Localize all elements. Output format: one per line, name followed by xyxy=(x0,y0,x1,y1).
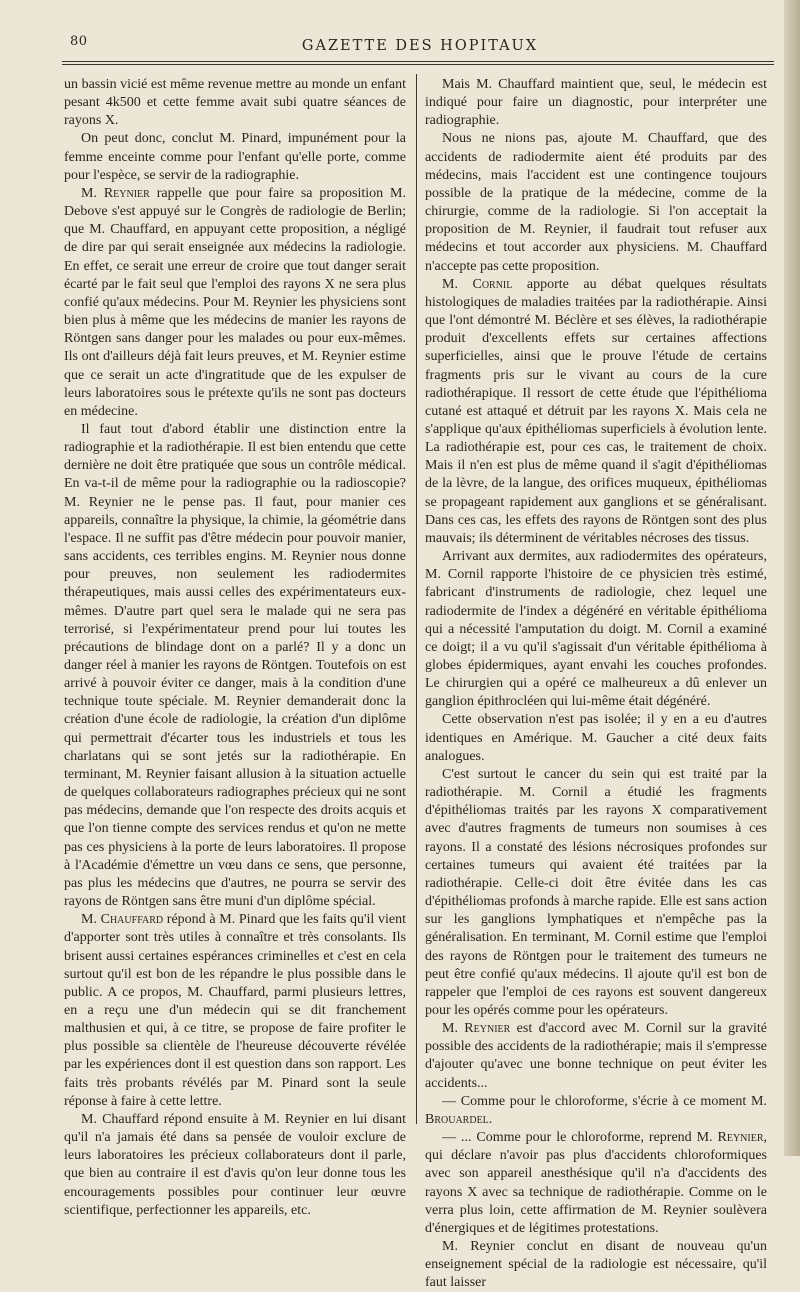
paragraph xyxy=(425,276,767,548)
paragraph-text: , qui déclare n'avoir pas plus d'accidents chloroformiques avec son appareil anesthésique qu'il n'a d'accidents des rayons X avec sa technique de radiothérapie. Comme on le verra plus loin, cette affirmation de M. Reynier soulèvera d'énergiques et de légitimes protestations. xyxy=(425,1130,767,1236)
paragraph: Nous ne nions pas, ajoute M. Chauffard, que des accidents de radiodermite aient été produits par des médecins, mais l'accident est une contingence toujours possible de la pratique de la médecine, comme de la chirurgie, comme de la radiologie. Si l'on acceptait la proposition de M. Reynier, il faudrait tout refuser aux médecins et tout accorder aux physiciens. M. Chauffard n'accepte pas cette proposition. xyxy=(425,131,767,274)
paragraph xyxy=(64,185,406,421)
header-rule-bottom xyxy=(62,64,774,65)
paragraph: un bassin vicié est même revenue mettre au monde un enfant pesant 4k500 et cette femme avait subi quatre séances de rayons X. xyxy=(64,77,406,129)
speaker-name: M. Reynier xyxy=(81,185,150,201)
paragraph-text: — ... Comme pour le chloroforme, reprend xyxy=(442,1130,697,1146)
left-column xyxy=(64,76,406,1218)
running-head: GAZETTE DES HOPITAUX xyxy=(301,38,539,54)
right-column xyxy=(425,76,767,1291)
page-gutter-shadow xyxy=(784,0,800,1156)
paragraph-text: est d'accord avec M. Cornil sur la gravité possible des accidents de la radiothérapie; mais il s'empresse d'ajouter qu'avec une bonne technique on peut éviter les accidents... xyxy=(425,1021,767,1091)
speaker-name: M. Brouardel. xyxy=(425,1093,767,1127)
header-rule-top xyxy=(62,61,774,62)
page-number: 80 xyxy=(70,34,88,49)
paragraph xyxy=(64,911,406,1111)
paragraph-text: répond à M. Pinard que les faits qu'il vient d'apporter sont très utiles à connaître et très consolants. Ils brisent aussi certaines espérances criminelles et c'est en cela surtout qu'il est bon de les répandre le plus possible dans le public. A ce propos, M. Chauffard, parmi plusieurs lettres, en a reçu une d'un médecin qui se dit franchement malthusien et qui, à ce titre, se propose de faire profiter le plus possible sa clientèle de l'heureuse découverte révélée par les expériences dont il est question dans son rapport. Les faits très probants révélés par M. Pinard sont la seule réponse à faire à cette lettre. xyxy=(64,912,406,1109)
paragraph-text: — Comme pour le chloroforme, s'écrie à ce moment xyxy=(442,1093,752,1109)
column-divider xyxy=(416,74,417,1124)
speaker-name: M. Cornil xyxy=(442,276,513,292)
speaker-name: M. Reynier xyxy=(696,1130,764,1146)
paragraph xyxy=(425,1129,767,1238)
paragraph: Mais M. Chauffard maintient que, seul, le médecin est indiqué pour faire un diagnostic, pour interpréter une radiographie. xyxy=(425,77,767,129)
paragraph xyxy=(425,1020,767,1093)
paragraph: On peut donc, conclut M. Pinard, impunément pour la femme enceinte comme pour l'enfant qu'elle porte, comme pour l'espèce, se servir de la radiographie. xyxy=(64,131,406,183)
paragraph: Cette observation n'est pas isolée; il y en a eu d'autres identiques en Amérique. M. Gaucher a cité deux faits analogues. xyxy=(425,712,767,764)
paragraph: M. Reynier conclut en disant de nouveau qu'un enseignement spécial de la radiologie est nécessaire, qu'il faut laisser xyxy=(425,1239,767,1291)
paragraph: M. Chauffard répond ensuite à M. Reynier en lui disant qu'il n'a jamais été dans sa pensée de vouloir exclure de leurs laboratoires les précieux collaborateurs dont il parle, que bien au contraire il est d'avis qu'on leur donne tous les encouragements possibles pour continuer leur œuvre scientifique, perfectionner les appareils, etc. xyxy=(64,1111,406,1218)
paragraph-text: rappelle que pour faire sa proposition M. Debove s'est appuyé sur le Congrès de radiologie de Berlin; que M. Chauffard, en appuyant cette proposition, a négligé de dire par qui serait enseignée aux médecins la radiologie. En effet, ce serait une erreur de croire que tout danger serait écarté par le fait seul que l'emploi des rayons X ne sera plus confié qu'aux médecins. Pour M. Reynier les physiciens sont bien plus à même que les médecins de manier les rayons de Röntgen sans danger pour les malades ou pour eux-mêmes. Ils ont d'ailleurs déjà fait leurs preuves, et M. Reynier estime que ce serait un acte d'ingratitude que de les expulser de leurs laboratoires sous le prétexte qu'ils ne sont pas docteurs en médecine. xyxy=(64,185,406,419)
paragraph: Arrivant aux dermites, aux radiodermites des opérateurs, M. Cornil rapporte l'histoire de ce physicien très estimé, fabricant d'instruments de radiologie, chez lequel une radiodermite de l'index a dégénéré en véritable épithélioma qui a nécessité l'amputation du doigt. M. Cornil a examiné ce doigt; il a vu qu'il s'agissait d'un véritable épithélioma à globes épidermiques, ayant envahi les couches profondes. Le chirurgien qui a opéré ce malheureux a dû enlever un ganglion épithrocléen qui lui-même était dégénéré. xyxy=(425,549,767,710)
paragraph xyxy=(425,1093,767,1129)
paragraph: C'est surtout le cancer du sein qui est traité par la radiothérapie. M. Cornil a étudié les fragments d'épithéliomas traités par les rayons X comparativement avec d'autres fragments de tumeurs non soumises à ces rayons. Il a constaté des lésions nécrosiques profondes sur certaines tumeurs qui avaient été traitées par la radiothérapie. Celle-ci doit être évitée dans les cas d'épithéliomas profonds à marche rapide. Elle est sans action sur les ganglions lymphatiques et n'empêche pas la généralisation. En terminant, M. Cornil estime que l'emploi des rayons de Röntgen pour le traitement des tumeurs ne peut être confié qu'aux médecins. Il ajoute qu'il est bon de rappeler que l'emploi de ces rayons est souvent dangereux pour les opérés comme pour les opérateurs. xyxy=(425,766,767,1018)
paragraph-text: apporte au débat quelques résultats histologiques de maladies traitées par la radiothérapie. Ainsi que l'ont démontré M. Béclère et ses élèves, la radiothérapie produit d'excellents effets sur certaines affections superficielles, ainsi que le prouve l'étude de certains fragments pris sur le vivant au cours de la cure radiothérapique. Il ressort de cette étude que l'épithélioma cutané est attaqué et détruit par les rayons X. Mais cela ne s'applique qu'aux épithéliomas superficiels à évolution lente. La radiothérapie est, pour ces cas, le traitement de choix. Mais il n'en est plus de même quand il s'agit d'épithéliomas de la lèvre, de la langue, des orifices muqueux, épithéliomas se propageant rapidement aux ganglions et se généralisant. Dans ces cas, les effets des rayons de Röntgen sont des plus mauvais; ils déterminent de véritables nécroses des tissus. xyxy=(425,276,767,546)
paragraph: Il faut tout d'abord établir une distinction entre la radiographie et la radiothérapie. Il est bien entendu que cette dernière ne doit être pratiquée que sous un contrôle médical. En va-t-il de même pour la radiographie ou la radioscopie? M. Reynier ne le pense pas. Il faut, pour manier ces appareils, connaître la physique, la chimie, la géométrie dans l'espace. Il ne suffit pas d'être médecin pour pouvoir manier, sans accidents, ces terribles engins. M. Reynier nous donne pour preuves, non seulement les radiodermites thérapeutiques, mais aussi celles des expérimentateurs eux-mêmes. D'autre part quel sera le malade qui ne sera pas terrorisé, si l'expérimentateur prend pour lui toutes les précautions de blindage dont on a parlé? Il y a donc un danger réel à manier les rayons de Röntgen. Toutefois on est arrivé à pouvoir éviter ce danger, mais à la condition d'une technique toute spéciale. M. Reynier demanderait donc la création d'une école de radiologie, la création d'un diplôme qui permettrait d'écarter tous les industriels et tous les charlatans qui se sont jetés sur la radiothérapie. En terminant, M. Reynier faisant allusion à la situation actuelle de quelques collaborateurs radiographes précieux qui ne sont pas médecins, demande que l'on respecte des droits acquis et que l'on tienne compte des services rendus et qu'on ne mette pas ces physiciens à la porte de leurs laboratoires. Il propose à l'Académie d'émettre un vœu dans ce sens, que personne, pas plus les médecins que d'autres, ne pourra se servir des rayons de Röntgen sans être muni d'un diplôme spécial. xyxy=(64,421,406,910)
speaker-name: M. Chauffard xyxy=(81,912,164,928)
speaker-name: M. Reynier xyxy=(442,1021,511,1037)
